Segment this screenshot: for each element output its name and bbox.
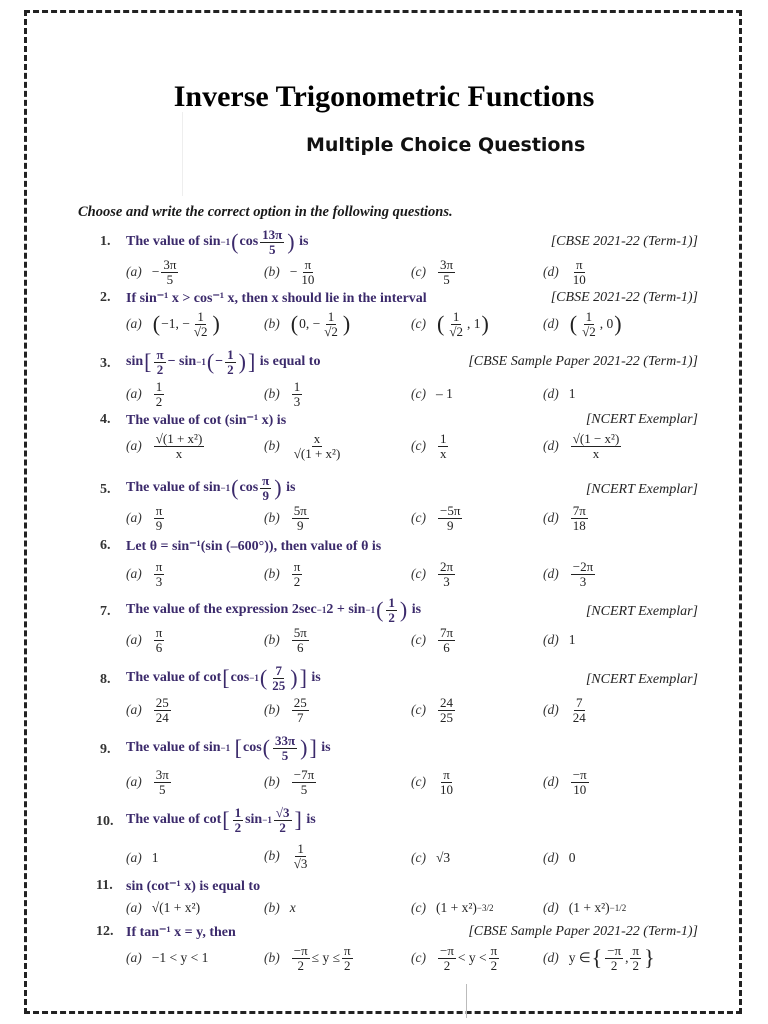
question-text: The value of cot [ $\frac{1}{2}$ sin −1 $\frac{√3}{2}$ ] is	[126, 805, 316, 835]
question-number: 7.	[100, 604, 111, 619]
question-text: sin [ $\frac{\pi}{2}$ − sin −1 ( − $\frac{1}{2}$ ) ] is equal to	[126, 347, 321, 377]
question-number: 1.	[100, 234, 111, 249]
option-c[interactable]: (c) $\frac{7\pi}{6}$	[411, 625, 454, 655]
page-subtitle: Multiple Choice Questions	[306, 134, 586, 156]
question-text: Let θ = sin⁻¹(sin (–600°)), then value of θ is	[126, 539, 382, 554]
question-source: [NCERT Exemplar]	[585, 672, 698, 687]
option-b[interactable]: (b) − $\frac{\pi}{10}$	[264, 257, 315, 287]
option-b[interactable]: (b) $\frac{1}{3}$	[264, 379, 301, 409]
option-a[interactable]: (a) $\frac{25}{24}$	[126, 695, 169, 725]
question-number: 11.	[96, 878, 113, 893]
option-c[interactable]: (c) $\frac{24}{25}$	[411, 695, 453, 725]
option-d[interactable]: (d) $\frac{\text{√(1 − x²)}}{x}$	[543, 431, 620, 461]
question-number: 4.	[100, 412, 111, 427]
option-b[interactable]: (b) $\frac{5\pi}{9}$	[264, 503, 307, 533]
option-d[interactable]: (d) y ∈ { $\frac{-\pi}{2}$ , $\frac{\pi}{2}$ }	[543, 943, 655, 973]
question-source: [NCERT Exemplar]	[585, 482, 698, 497]
question-number: 6.	[100, 538, 111, 553]
question-text: The value of the expression 2sec −1 2 + sin −1 ( $\frac{1}{2}$ ) is	[126, 595, 422, 625]
option-a[interactable]: (a) 1	[126, 850, 159, 865]
option-a[interactable]: (a) $\frac{\text{√(1 + x²)}}{x}$	[126, 431, 203, 461]
question-text: If sin⁻¹ x > cos⁻¹ x, then x should lie in the interval	[126, 291, 427, 306]
option-a[interactable]: (a) $\frac{\pi}{9}$	[126, 503, 163, 533]
option-b[interactable]: (b) ( 0, − $\frac{1}{√2}$ )	[264, 309, 351, 339]
question-number: 2.	[100, 290, 111, 305]
question-number: 8.	[100, 672, 111, 687]
question-text: The value of cot (sin⁻¹ x) is	[126, 413, 287, 428]
option-c[interactable]: (c) $\frac{1}{x}$	[411, 431, 447, 461]
question-text: The value of cot [ cos −1 ( $\frac{7}{25}$ ) ] is	[126, 663, 321, 693]
option-c[interactable]: (c) $\frac{\pi}{10}$	[411, 767, 453, 797]
question-source: [CBSE Sample Paper 2021-22 (Term-1)]	[468, 924, 698, 939]
option-a[interactable]: (a) $\frac{\pi}{6}$	[126, 625, 163, 655]
question-source: [NCERT Exemplar]	[585, 604, 698, 619]
option-a[interactable]: (a) −1 < y < 1	[126, 950, 209, 965]
question-text: If tan⁻¹ x = y, then	[126, 925, 236, 940]
option-d[interactable]: (d) $\frac{-\pi}{10}$	[543, 767, 587, 797]
question-text-part: The value of sin	[126, 234, 221, 250]
question-text-part: is	[299, 234, 309, 250]
option-a[interactable]: (a) $\frac{3\pi}{5}$	[126, 767, 169, 797]
option-a[interactable]: (a) ( −1, − $\frac{1}{√2}$ )	[126, 309, 220, 339]
option-c[interactable]: (c) $\frac{-\pi}{2}$ < y < $\frac{\pi}{2}$	[411, 943, 498, 973]
option-c[interactable]: (c) √3	[411, 850, 451, 865]
question-number: 10.	[96, 814, 114, 829]
option-d[interactable]: (d) $\frac{7}{24}$	[543, 695, 586, 725]
scan-artifact-line	[182, 112, 183, 196]
option-d[interactable]: (d) 0	[543, 850, 576, 865]
option-d[interactable]: (d) $\frac{7\pi}{18}$	[543, 503, 586, 533]
option-d[interactable]: (d) $\frac{\pi}{10}$	[543, 257, 586, 287]
question-number: 9.	[100, 742, 111, 757]
option-d[interactable]: (d) (1 + x²) −1/2	[543, 900, 627, 915]
option-a[interactable]: (a) √(1 + x²)	[126, 900, 201, 915]
option-b[interactable]: (b) $\frac{25}{7}$	[264, 695, 307, 725]
option-a[interactable]: (a) − $\frac{3\pi}{5}$	[126, 257, 177, 287]
option-c[interactable]: (c) (1 + x²) −3/2	[411, 900, 494, 915]
option-c[interactable]: (c) – 1	[411, 386, 453, 401]
option-a[interactable]: (a) $\frac{\pi}{3}$	[126, 559, 163, 589]
option-c[interactable]: (c) ( $\frac{1}{√2}$ , 1 )	[411, 309, 489, 339]
option-c[interactable]: (c) $\frac{2\pi}{3}$	[411, 559, 454, 589]
option-d[interactable]: (d) 1	[543, 632, 576, 647]
question-text: The value of sin −1 ( cos $\frac{\pi}{9}$ ) is	[126, 473, 296, 503]
option-b[interactable]: (b) $\frac{1}{√3}$	[264, 841, 308, 871]
option-b[interactable]: (b) $\frac{-7\pi}{5}$	[264, 767, 315, 797]
instruction-text: Choose and write the correct option in the following questions.	[78, 204, 453, 220]
option-b[interactable]: (b) $\frac{x}{\text{√(1 + x²)}}$	[264, 431, 341, 461]
question-number: 5.	[100, 482, 111, 497]
option-b[interactable]: (b) $\frac{\pi}{2}$	[264, 559, 301, 589]
option-d[interactable]: (d) $\frac{-2\pi}{3}$	[543, 559, 594, 589]
option-a[interactable]: (a) $\frac{1}{2}$	[126, 379, 163, 409]
page-divider	[466, 984, 467, 1018]
question-source: [NCERT Exemplar]	[585, 412, 698, 427]
page-title: Inverse Trigonometric Functions	[173, 80, 595, 113]
option-d[interactable]: (d) ( $\frac{1}{√2}$ , 0 )	[543, 309, 622, 339]
option-b[interactable]: (b) $\frac{-\pi}{2}$ ≤ y ≤ $\frac{\pi}{2}$	[264, 943, 351, 973]
question-text: The value of sin −1 ( cos $\frac{13\pi}{5}$ ) is	[126, 227, 309, 257]
option-c[interactable]: (c) $\frac{-5\pi}{9}$	[411, 503, 461, 533]
option-c[interactable]: (c) $\frac{3\pi}{5}$	[411, 257, 454, 287]
option-b[interactable]: (b) $\frac{5\pi}{6}$	[264, 625, 307, 655]
question-source: [CBSE 2021-22 (Term-1)]	[550, 290, 698, 305]
option-d[interactable]: (d) 1	[543, 386, 576, 401]
question-text: The value of sin −1 [ cos ( $\frac{33\pi}{5}$ ) ] is	[126, 733, 331, 763]
question-source: [CBSE Sample Paper 2021-22 (Term-1)]	[468, 354, 698, 369]
question-text: sin (cot⁻¹ x) is equal to	[126, 879, 261, 894]
option-b[interactable]: (b) x	[264, 900, 296, 915]
question-number: 3.	[100, 356, 111, 371]
question-source: [CBSE 2021-22 (Term-1)]	[550, 234, 698, 249]
question-text-part: is equal to	[259, 354, 321, 370]
question-number: 12.	[96, 924, 114, 939]
